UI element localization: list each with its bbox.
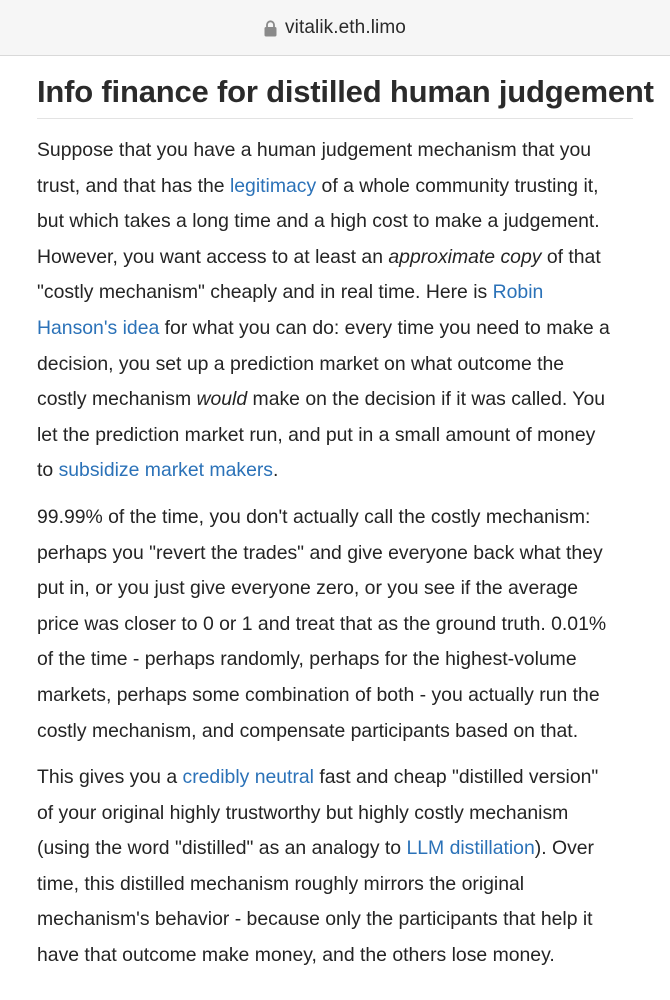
paragraph-3: [37, 760, 633, 974]
emphasis-text: approximate copy: [388, 245, 542, 268]
article: [37, 56, 654, 974]
llm-distillation-link[interactable]: LLM distillation: [406, 837, 535, 860]
text-line: [37, 760, 633, 796]
text-line: costly mechanism, and compensate participants based on that.: [37, 719, 579, 742]
text-line: let the prediction market run, and put in a small amount of money: [37, 423, 596, 446]
article-title: Info finance for distilled human judgement: [37, 56, 633, 119]
paragraph-1: [37, 133, 633, 489]
robin-hanson-idea-link[interactable]: Hanson's idea: [37, 316, 160, 339]
text-span: trust, and that has the: [37, 174, 230, 197]
text-line: [37, 169, 633, 205]
text-line: [37, 311, 633, 347]
text-line: mechanism's behavior - because only the participants that help it: [37, 908, 593, 931]
text-line: [37, 275, 633, 311]
text-span: .: [273, 459, 279, 482]
text-line: time, this distilled mechanism roughly mirrors the original: [37, 872, 525, 895]
text-line: [37, 240, 633, 276]
text-line: but which takes a long time and a high cost to make a judgement.: [37, 210, 600, 233]
text-span: of a whole community trusting it,: [316, 174, 599, 197]
robin-hanson-idea-link[interactable]: Robin: [492, 281, 544, 304]
text-span: for what you can do: every time you need to make a: [159, 316, 610, 339]
address-url[interactable]: vitalik.eth.limo: [285, 16, 406, 38]
paragraph-2: [37, 500, 633, 749]
text-span: to: [37, 459, 59, 482]
credibly-neutral-link[interactable]: credibly neutral: [182, 766, 314, 789]
text-span: costly mechanism: [37, 388, 197, 411]
text-span: This gives you a: [37, 766, 183, 789]
text-line: markets, perhaps some combination of both - you actually run the: [37, 683, 600, 706]
text-line: Suppose that you have a human judgement mechanism that you: [37, 139, 592, 161]
text-line: perhaps you "revert the trades" and give everyone back what they: [37, 541, 603, 564]
text-line: 99.99% of the time, you don't actually call the costly mechanism:: [37, 505, 591, 528]
text-span: "costly mechanism" cheaply and in real time. Here is: [37, 281, 493, 304]
text-line: [37, 453, 633, 489]
text-line: of your original highly trustworthy but highly costly mechanism: [37, 801, 569, 824]
text-line: price was closer to 0 or 1 and treat that as the ground truth. 0.01%: [37, 612, 607, 635]
text-span: (using the word "distilled" as an analogy to: [37, 837, 407, 860]
text-line: have that outcome make money, and the others lose money.: [37, 944, 555, 967]
text-line: decision, you set up a prediction market on what outcome the: [37, 352, 565, 375]
text-line: of the time - perhaps randomly, perhaps for the highest-volume: [37, 648, 577, 671]
text-span: However, you want access to at least an: [37, 245, 389, 268]
text-line: put in, or you just give everyone zero, or you see if the average: [37, 577, 579, 600]
lock-icon: [264, 20, 277, 37]
legitimacy-link[interactable]: legitimacy: [229, 174, 317, 197]
text-span: fast and cheap "distilled version": [314, 766, 599, 789]
emphasis-text: would: [196, 388, 248, 411]
text-line: [37, 382, 633, 418]
text-span: of that: [541, 245, 601, 268]
text-span: ). Over: [534, 837, 595, 860]
text-span: make on the decision if it was called. You: [247, 388, 606, 411]
text-line: [37, 831, 633, 867]
browser-address-bar[interactable]: [0, 0, 670, 56]
subsidize-market-makers-link[interactable]: subsidize market makers: [58, 459, 274, 482]
